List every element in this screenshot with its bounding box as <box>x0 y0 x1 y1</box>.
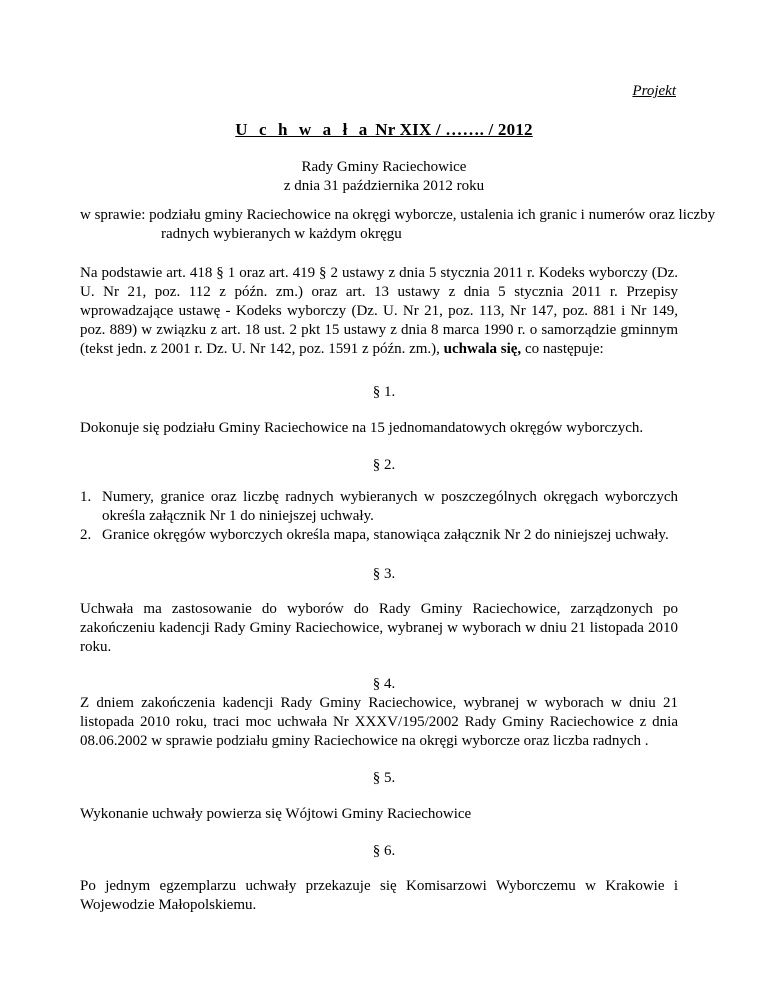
resolution-title <box>0 120 768 139</box>
section-6-text: Po jednym egzemplarzu uchwały przekazuje się Komisarzowi Wyborczemu w Krakowie i Wojewodzie Małopolskiemu. <box>80 878 678 913</box>
section-3-heading: § 3. <box>372 566 396 582</box>
section-2-list <box>80 488 678 545</box>
legal-basis-text: Na podstawie art. 418 § 1 oraz art. 419 § 2 ustawy z dnia 5 stycznia 2011 r. Kodeks wyborczy (Dz. U. Nr 21, poz. 112 z późn. zm.) oraz art. 13 ustawy z dnia 5 stycznia 2011 r. Przepisy wprowadzające ustawę - Kodeks wyborczy (Dz. U. Nr 21, poz. 113, Nr 147, poz. 881 i Nr 149, poz. 889) w związku z art. 18 ust. 2 pkt 15 ustawy z dnia 8 marca 1990 r. o samorządzie gminnym (tekst jedn. z 2001 r. Dz. U. Nr 142, poz. 1591 z późn. zm.), <box>80 265 678 357</box>
section-6-heading: § 6. <box>372 843 396 859</box>
legal-basis-after: co następuje: <box>521 341 604 357</box>
section-4-text: Z dniem zakończenia kadencji Rady Gminy Raciechowice, wybranej w wyborach w dniu 21 listopada 2010 roku, traci moc uchwała Nr XXXV/195/2002 Rady Gminy Raciechowice z dnia 08.06.2002 w sprawie podziału gminy Raciechowice na okręgi wyborcze oraz liczba radnych . <box>80 695 678 749</box>
item-number: 2. <box>80 527 92 543</box>
section-5-heading: § 5. <box>372 770 396 786</box>
draft-label: Projekt <box>632 83 676 99</box>
title-prefix: U c h w a ł a <box>235 120 371 139</box>
section-5-text: Wykonanie uchwały powierza się Wójtowi Gminy Raciechowice <box>80 806 472 822</box>
section-4-heading: § 4. <box>372 676 396 692</box>
legal-basis-paragraph <box>80 264 678 359</box>
item-text: Numery, granice oraz liczbę radnych wybieranych w poszczególnych okręgach wyborczych określa załącznik Nr 1 do niniejszej uchwały. <box>102 489 678 524</box>
issuer-date: z dnia 31 października 2012 roku <box>283 178 485 194</box>
section-1-heading: § 1. <box>372 384 396 400</box>
section-2-item <box>80 488 678 526</box>
section-2-heading: § 2. <box>372 457 396 473</box>
legal-basis-bold: uchwala się, <box>443 341 522 357</box>
section-3-text: Uchwała ma zastosowanie do wyborów do Rady Gminy Raciechowice, zarządzonych po zakończeniu kadencji Rady Gminy Raciechowice, wybranej w wyborach w dniu 21 listopada 2010 roku. <box>80 601 678 655</box>
section-1-text: Dokonuje się podziału Gminy Raciechowice na 15 jednomandatowych okręgów wyborczych. <box>80 420 644 436</box>
title-number: Nr XIX / ……. / 2012 <box>370 120 533 139</box>
issuer-line1: Rady Gminy Raciechowice <box>301 159 467 175</box>
item-text: Granice okręgów wyborczych określa mapa, stanowiąca załącznik Nr 2 do niniejszej uchwały. <box>102 527 669 543</box>
item-number: 1. <box>80 489 92 505</box>
section-2-item <box>80 526 678 545</box>
resolution-subject: w sprawie: podziału gminy Raciechowice na okręgi wyborcze, ustalenia ich granic i numerów oraz liczby radnych wybieranych w każdym okręgu <box>80 207 716 242</box>
